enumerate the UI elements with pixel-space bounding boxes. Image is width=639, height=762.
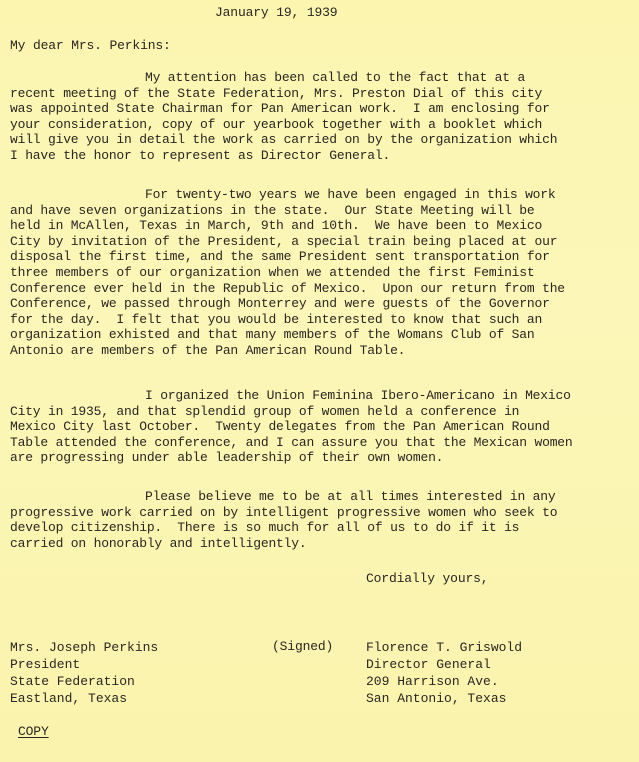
recipient-line: Mrs. Joseph Perkins (10, 640, 159, 655)
paragraph-line: organization exhisted and that many members of the Womans Club of San (10, 327, 535, 343)
paragraph-line: For twenty-two years we have been engaged in this work (145, 187, 556, 202)
paragraph-line: Please believe me to be at all times interested in any (145, 489, 556, 504)
paragraph-line: held in McAllen, Texas in March, 9th and 10th. We have been to Mexico (10, 218, 543, 234)
sender-block (366, 639, 522, 707)
recipient-line: State Federation (10, 674, 135, 689)
paragraph-line: Antonio are members of the Pan American Round Table. (10, 342, 406, 358)
paragraph-line: Table attended the conference, and I can assure you that the Mexican women (10, 434, 573, 450)
recipient-block (10, 639, 158, 707)
sender-line: Director General (366, 657, 491, 672)
paragraph-line: carried on honorably and intelligently. (10, 535, 307, 551)
paragraph-line: are progressing under able leadership of their own women. (10, 450, 444, 466)
paragraph-1 (10, 70, 630, 164)
paragraph-line: City in 1935, and that splendid group of women held a conference in (10, 403, 520, 419)
paragraph-2 (10, 187, 630, 359)
paragraph-line: your consideration, copy of our yearbook together with a booklet which (10, 116, 543, 132)
paragraph-line: Mexico City last October. Twenty delegates from the Pan American Round (10, 419, 550, 435)
paragraph-line: recent meeting of the State Federation, Mrs. Preston Dial of this city (10, 85, 543, 101)
paragraph-line: for the day. I felt that you would be interested to know that such an (10, 311, 543, 327)
paragraph-line: I have the honor to represent as Director General. (10, 147, 391, 163)
paragraph-line: progressive work carried on by intelligent progressive women who seek to (10, 504, 558, 520)
paragraph-line: City by invitation of the President, a special train being placed at our (10, 233, 558, 249)
paragraph-line: I organized the Union Feminina Ibero-Americano in Mexico (145, 388, 571, 403)
recipient-line: Eastland, Texas (10, 691, 128, 706)
signed-label: (Signed) (272, 639, 334, 654)
sender-line: Florence T. Griswold (366, 640, 523, 655)
paragraph-line: was appointed State Chairman for Pan American work. I am enclosing for (10, 101, 550, 117)
paragraph-line: three members of our organization when we attended the first Feminist (10, 264, 535, 280)
letter-date: January 19, 1939 (215, 5, 338, 20)
paragraph-line: develop citizenship. There is so much for all of us to do if it is (10, 520, 520, 536)
recipient-line: President (10, 657, 81, 672)
copy-mark: COPY (18, 724, 49, 739)
paragraph-line: will give you in detail the work as carried on by the organization which (10, 132, 558, 148)
paragraph-3 (10, 388, 630, 466)
paragraph-line: My attention has been called to the fact that at a (145, 70, 526, 85)
paragraph-line: disposal the first time, and the same President sent transportation for (10, 249, 550, 265)
paragraph-4 (10, 489, 630, 551)
salutation: My dear Mrs. Perkins: (10, 38, 171, 53)
closing: Cordially yours, (366, 571, 489, 586)
sender-line: 209 Harrison Ave. (366, 674, 499, 689)
paragraph-line: Conference ever held in the Republic of Mexico. Upon our return from the (10, 280, 565, 296)
paragraph-line: Conference, we passed through Monterrey and were guests of the Governor (10, 296, 550, 312)
paragraph-line: and have seven organizations in the state. Our State Meeting will be (10, 202, 535, 218)
sender-line: San Antonio, Texas (366, 691, 507, 706)
